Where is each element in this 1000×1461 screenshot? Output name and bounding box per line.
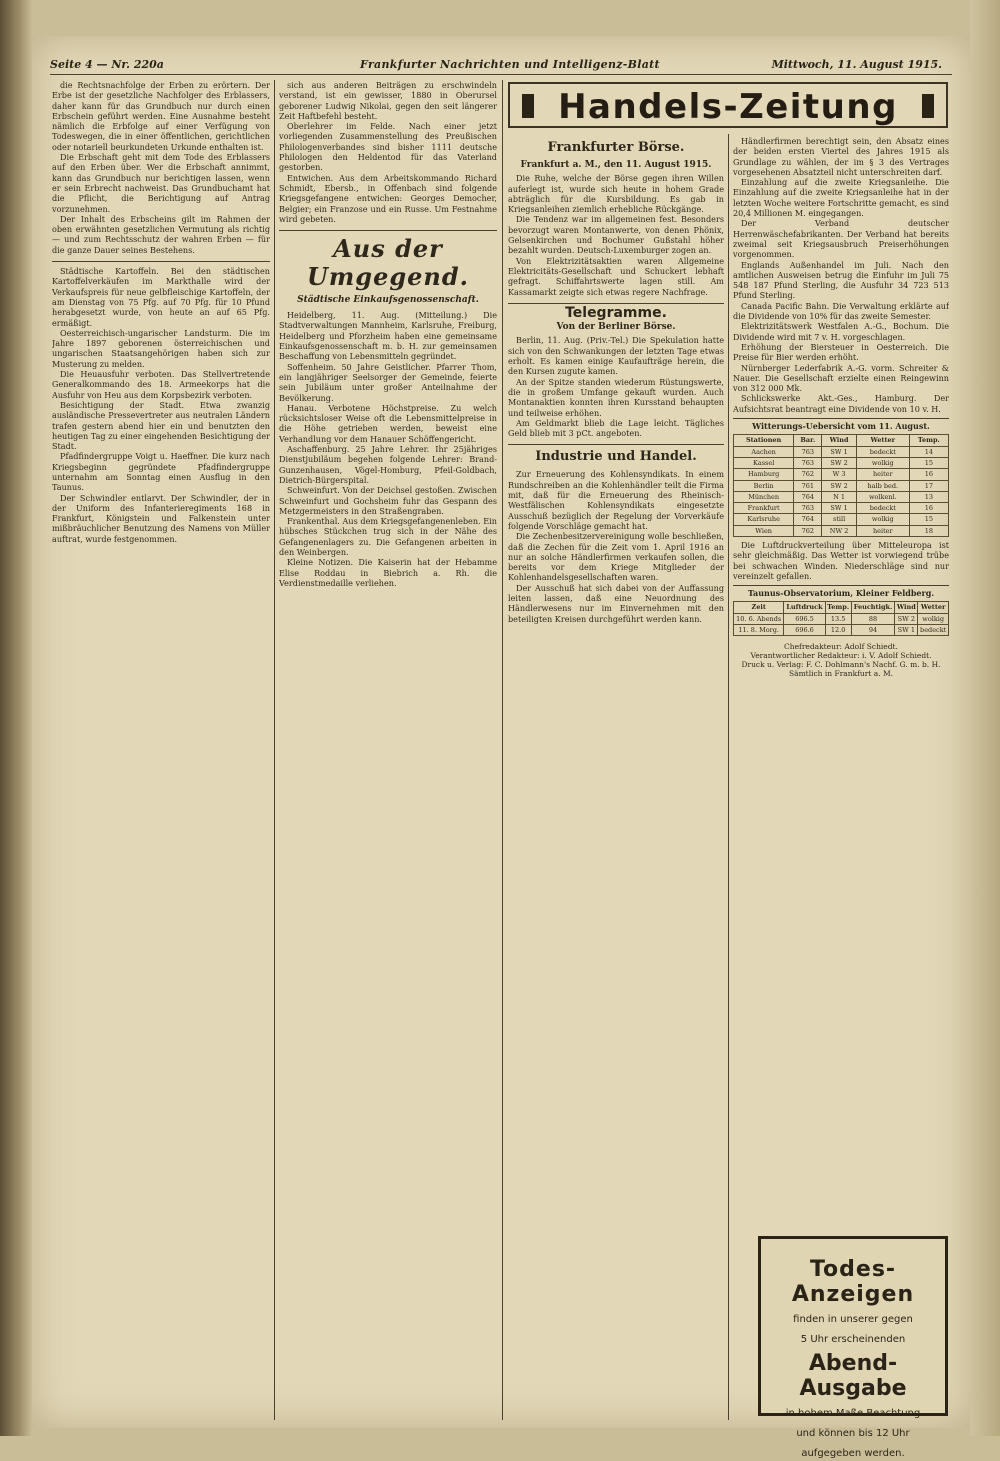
telegramme-title: Telegramme. (565, 304, 667, 321)
article-paragraph: Die Zechenbesitzervereinigung wolle beschließen, daß die Zechen für die Zeit vom 1. April 1916 an nur an solche Händlerfirmen verkaufen sollen, die bereits vor dem Kriege Mitglieder der Kohlenhandelsgesellschaften waren. (508, 531, 724, 583)
article-paragraph: Hanau. Verbotene Höchstpreise. Zu welch rücksichtsloser Weise oft die Lebensmittelpreise in die Höhe getrieben werden, beweist eine Verhandlung vor dem Hanauer Schöffengericht. (279, 402, 497, 444)
article-paragraph: Heidelberg, 11. Aug. (Mitteilung.) Die Stadtverwaltungen Mannheim, Karlsruhe, Freiburg, Heidelberg und Pforzheim haben eine gemeinsame Einkaufsgenossenschaft m. b. H. zur gemeinsamen Beschaffung von Lebensmitteln gegründet. (279, 310, 497, 362)
table-cell: 16 (909, 503, 948, 514)
boerse-date: Frankfurt a. M., den 11. August 1915. (520, 160, 712, 170)
table-cell: wolkig (856, 514, 909, 525)
article-paragraph: Entwichen. Aus dem Arbeitskommando Richard Schmidt, Ebersb., in Offenbach sind folgende Kriegsgefangene entwichen: Georges Democher, Belgier; ein Franzose und ein Russe. Um Festnahme wird gebeten. (279, 172, 497, 224)
article-paragraph: Soffenheim. 50 Jahre Geistlicher. Pfarrer Thom, ein langjähriger Seelsorger der Gemeinde, feierte sein Jubiläum unter großer Anteilnahme der Bevölkerung. (279, 361, 497, 403)
taunus-row (734, 625, 949, 636)
table-cell: 16 (909, 469, 948, 480)
taunus-title: Taunus-Observatorium, Kleiner Feldberg. (733, 585, 949, 598)
article-paragraph: Pfadfindergruppe Voigt u. Haeffner. Die kurz nach Kriegsbeginn gegründete Pfadfindergruppe unternahm am Sonntag einen Ausflug in den Taunus. (52, 451, 270, 493)
ad-headline: Abend-Ausgabe (799, 1351, 907, 1401)
table-cell: 15 (909, 457, 948, 468)
table-cell: Frankfurt (734, 503, 794, 514)
weather-row (734, 480, 949, 491)
weather-title: Witterungs-Uebersicht vom 11. August. (733, 418, 949, 431)
article-paragraph: Erhöhung der Biersteuer in Oesterreich. Die Preise für Bier werden erhöht. (733, 341, 949, 363)
table-cell: 18 (909, 525, 948, 536)
masthead: Frankfurter Nachrichten und Intelligenz-Blatt (360, 58, 660, 71)
taunus-header: Zeit (734, 602, 784, 613)
imprint-line: Chefredakteur: Adolf Schiedt. (784, 642, 898, 652)
weather-header: Temp. (909, 435, 948, 446)
article-paragraph: Am Geldmarkt blieb die Lage leicht. Tägliches Geld blieb mit 3 pCt. angeboten. (508, 417, 724, 439)
table-cell: SW 2 (822, 480, 857, 491)
article-paragraph: Zur Erneuerung des Kohlensyndikats. In einem Rundschreiben an die Kohlenhändler teilt die Firma mit, daß für die Erneuerung des Rheinisch-Westfälischen Kohlensyndikats eingesetzte Ausschuß bezüglich der Regelung der Vorverkäufe folgende Vorschläge gemacht hat. (508, 469, 724, 531)
table-cell: 762 (794, 525, 822, 536)
issue-date: Mittwoch, 11. August 1915. (771, 58, 942, 71)
taunus-table (733, 601, 949, 636)
column-3 (508, 136, 724, 1426)
imprint-line: Verantwortlicher Redakteur: i. V. Adolf Schiedt. (750, 651, 932, 661)
table-cell: SW 1 (895, 625, 918, 636)
weather-table (733, 434, 949, 537)
table-cell: 696.6 (784, 625, 825, 636)
taunus-header: Feuchtigk. (851, 602, 895, 613)
article-paragraph: die Rechtsnachfolge der Erben zu erörtern. Der Erbe ist der gesetzliche Nachfolger des Erblassers, daher kann für das Grundbuch nur durch einen Erbschein geführt werden. Eine Ausnahme besteht nämlich die Erbfolge auf einer Verfügung von Todeswegen, die in einer öffentlichen, gerichtlichen oder notariell beurkundeten Urkunde enthalten ist. (52, 80, 270, 152)
article-paragraph: Der Ausschuß hat sich dabei von der Auffassung leiten lassen, daß eine Neuordnung des Händlerwesens nur im Einvernehmen mit den beteiligten Kreisen durchgeführt werden kann. (508, 582, 724, 624)
article-paragraph: Elektrizitätswerk Westfalen A.-G., Bochum. Die Dividende wird mit 7 v. H. vorgeschlagen. (733, 321, 949, 342)
table-cell: 11. 8. Morg. (734, 625, 784, 636)
weather-row (734, 469, 949, 480)
article-paragraph: sich aus anderen Beiträgen zu erschwindeln verstand, ist ein gewisser, 1880 in Oberursel geborener Ludwig Nikolai, gegen den seit längerer Zeit Haftbefehl besteht. (279, 80, 497, 121)
weather-row (734, 446, 949, 457)
weather-row (734, 525, 949, 536)
article-paragraph: Oberlehrer im Felde. Nach einer jetzt vorliegenden Zusammenstellung des Preußischen Philologenverbandes sind bisher 1111 deutsche Philologen den Heldentod für das Vaterland gestorben. (279, 121, 497, 173)
table-cell: bedeckt (856, 446, 909, 457)
weather-row (734, 457, 949, 468)
column-rule (728, 134, 729, 1420)
article-paragraph: Kleine Notizen. Die Kaiserin hat der Hebamme Elise Roddau in Biebrich a. Rh. die Verdienstmedaille verliehen. (279, 557, 497, 588)
table-cell: 761 (794, 480, 822, 491)
ad-text: finden in unserer gegen (793, 1314, 913, 1325)
table-cell: 763 (794, 457, 822, 468)
table-cell: 88 (851, 613, 895, 624)
handels-zeitung-banner (508, 82, 948, 128)
section-title: Aus der Umgegend. (306, 234, 469, 292)
table-cell: 762 (794, 469, 822, 480)
table-cell: 696.5 (784, 613, 825, 624)
table-cell: 763 (794, 503, 822, 514)
article-paragraph: Die Ruhe, welche der Börse gegen ihren Willen auferlegt ist, wurde sich heute in hohem Grade abträglich für die Kursbildung. Es gab in Kriegsanleihen ziemlich erhebliche Rückgänge. (508, 173, 724, 215)
table-cell: still (822, 514, 857, 525)
article-paragraph: Nürnberger Lederfabrik A.-G. vorm. Schreiter & Nauer. Die Gesellschaft erzielte einen Reingewinn von 312 000 Mk. (733, 362, 949, 394)
table-cell: Wien (734, 525, 794, 536)
article-paragraph: Von Elektrizitätsaktien waren Allgemeine Elektricitäts-Gesellschaft und Schuckert lebhaft gefragt. Schiffahrtswerte lagen still. Am Kassamarkt zeigte sich etwas regere Nachfrage. (508, 255, 724, 297)
weather-row (734, 503, 949, 514)
industrie-title: Industrie und Handel. (535, 449, 697, 465)
table-cell: 12.0 (825, 625, 851, 636)
binding-gutter (0, 0, 32, 1436)
table-cell: bedeckt (856, 503, 909, 514)
page-number: Seite 4 — Nr. 220a (50, 58, 164, 71)
banner-ornament (922, 94, 934, 118)
table-cell: 763 (794, 446, 822, 457)
table-cell: wolkig (856, 457, 909, 468)
column-1 (52, 80, 270, 1430)
table-cell: wolkig (918, 613, 949, 624)
taunus-header: Wetter (918, 602, 949, 613)
table-cell: W 3 (822, 469, 857, 480)
weather-row (734, 514, 949, 525)
article-paragraph: Frankenthal. Aus dem Kriegsgefangenenleben. Ein hübsches Stückchen trug sich in der Nähe des Gefangenenlagers zu. Die Gefangenen arbeiten in den Weinbergen. (279, 516, 497, 557)
table-cell: 94 (851, 625, 895, 636)
table-cell: Kassel (734, 457, 794, 468)
table-cell: halb bed. (856, 480, 909, 491)
telegramme-subtitle: Von der Berliner Börse. (556, 322, 676, 333)
table-cell: Karlsruhe (734, 514, 794, 525)
table-cell: N 1 (822, 491, 857, 502)
table-cell: 13 (909, 491, 948, 502)
ad-text: aufgegeben werden. (801, 1448, 905, 1459)
ad-text: und können bis 12 Uhr (796, 1428, 910, 1439)
article-paragraph: Der Inhalt des Erbscheins gilt im Rahmen der oben erwähnten gesetzlichen Vermutung als richtig — und zum Rechtsschutz der wahren Erben — für die ganze Dauer seines Bestehens. (52, 213, 270, 255)
article-paragraph: Der Verband deutscher Herrenwäschefabrikanten. Der Verband hat bereits zweimal seit Kriegsausbruch Preiserhöhungen vorgenommen. (733, 218, 949, 260)
table-cell: 14 (909, 446, 948, 457)
page-header (50, 56, 952, 75)
article-paragraph: Die Tendenz war im allgemeinen fest. Besonders bevorzugt waren Montanwerte, von denen Phönix, Gelsenkirchen und Bochumer Gußstahl höher bezahlt wurden. Deutsch-Luxemburger zogen an. (508, 214, 724, 256)
article-paragraph: Englands Außenhandel im Juli. Nach den amtlichen Ausweisen betrug die Einfuhr im Juli 75 548 187 Pfund Sterling, die Ausfuhr 34 723 513 Pfund Sterling. (733, 259, 949, 301)
banner-title: Handels-Zeitung (558, 87, 898, 127)
weather-header: Wind (822, 435, 857, 446)
article-paragraph: An der Spitze standen wiederum Rüstungswerte, die in großem Umfange gekauft wurden. Auch Montanaktien konnten ihren Kursstand behaupten und teilweise erhöhen. (508, 376, 724, 418)
table-cell: 15 (909, 514, 948, 525)
column-4 (733, 136, 949, 1230)
table-cell: SW 1 (822, 503, 857, 514)
article-paragraph: Schlickswerke Akt.-Ges., Hamburg. Der Aufsichtsrat beantragt eine Dividende von 10 v. H. (733, 393, 949, 414)
death-notices-ad (758, 1236, 948, 1459)
article-paragraph: Berlin, 11. Aug. (Priv.-Tel.) Die Spekulation hatte sich von den Schwankungen der letzten Tage etwas erholt. Es kamen einige Kaufaufträge herein, die den Kursen zugute kamen. (508, 335, 724, 377)
article-paragraph: Oesterreichisch-ungarischer Landsturm. Die im Jahre 1897 geborenen österreichischen und ungarischen Staatsangehörigen haben sich zur Musterung zu melden. (52, 327, 270, 369)
article-paragraph: Die Erbschaft geht mit dem Tode des Erblassers auf den Erben über. Wer die Erbschaft annimmt, kann das Grundbuch nur berichtigen lassen, wenn er sein Erbrecht nachweist. Das Grundbuchamt hat die Pflicht, die Berichtigung auf Antrag vorzunehmen. (52, 152, 270, 214)
weather-header: Stationen (734, 435, 794, 446)
weather-header: Wetter (856, 435, 909, 446)
article-paragraph: Aschaffenburg. 25 Jahre Lehrer. Ihr 25jähriges Dienstjubiläum begehen folgende Lehrer: Brand-Gunzenhausen, Vögel-Homburg, Pfeil-Goldbach, Dietrich-Bürgerspital. (279, 444, 497, 485)
table-cell: SW 1 (822, 446, 857, 457)
table-cell: wolkenl. (856, 491, 909, 502)
imprint-line: Sämtlich in Frankfurt a. M. (788, 669, 894, 679)
table-cell: NW 2 (822, 525, 857, 536)
imprint-line: Druck u. Verlag: F. C. Dohlmann's Nachf. G. m. b. H. (741, 660, 941, 670)
section-subtitle: Städtische Einkaufsgenossenschaft. (297, 295, 479, 306)
table-cell: 13.5 (825, 613, 851, 624)
table-cell: SW 2 (895, 613, 918, 624)
table-cell: Aachen (734, 446, 794, 457)
taunus-header: Luftdruck (784, 602, 825, 613)
ad-text: 5 Uhr erscheinenden (800, 1334, 906, 1345)
taunus-header: Wind (895, 602, 918, 613)
taunus-row (734, 613, 949, 624)
article-paragraph: Händlerfirmen berechtigt sein, den Absatz eines der beiden ersten Viertel des Jahres 1915 als Grundlage zu wählen, der im § 3 des Vertrages vorgesehenen Absatzteil nicht unterschreiten darf. (733, 136, 949, 177)
table-cell: 764 (794, 514, 822, 525)
boerse-title: Frankfurter Börse. (547, 140, 685, 155)
article-paragraph: Schweinfurt. Von der Deichsel gestoßen. Zwischen Schweinfurt und Gochsheim fuhr das Gespann des Metzgermeisters in den Straßengraben. (279, 485, 497, 516)
table-cell: 10. 6. Abends (734, 613, 784, 624)
article-paragraph: Besichtigung der Stadt. Etwa zwanzig ausländische Pressevertreter aus neutralen Ländern trafen gestern abend hier ein und benutzten den heutigen Tag zu einer eingehenden Besichtigung der Stadt. (52, 399, 270, 452)
ad-text: in hohem Maße Beachtung (785, 1408, 921, 1419)
table-cell: heiter (856, 525, 909, 536)
table-cell: Berlin (734, 480, 794, 491)
table-cell: München (734, 491, 794, 502)
table-cell: 764 (794, 491, 822, 502)
article-paragraph: Canada Pacific Bahn. Die Verwaltung erklärte auf die Dividende von 10% für das zweite Semester. (733, 300, 949, 322)
column-rule (502, 80, 503, 1420)
table-cell: bedeckt (918, 625, 949, 636)
taunus-header: Temp. (825, 602, 851, 613)
column-rule (274, 80, 275, 1420)
table-cell: Hamburg (734, 469, 794, 480)
page-edge (970, 0, 1000, 1436)
table-cell: heiter (856, 469, 909, 480)
column-2 (279, 80, 497, 1430)
weather-summary: Die Luftdruckverteilung über Mitteleuropa ist sehr gleichmäßig. Das Wetter ist vorwiegend trübe bei schwachen Winden. Niederschläge sind nur vereinzelt gefallen. (733, 539, 949, 581)
weather-header: Bar. (794, 435, 822, 446)
article-paragraph: Einzahlung auf die zweite Kriegsanleihe. Die Einzahlung auf die zweite Kriegsanleihe hat in der letzten Woche weitere Fortschritte gemacht, es sind 20,4 Millionen M. eingegangen. (733, 177, 949, 219)
weather-row (734, 491, 949, 502)
article-paragraph: Die Heuausfuhr verboten. Das Stellvertretende Generalkommando des 18. Armeekorps hat die Ausfuhr von Heu aus dem Korpsbezirk verboten. (52, 369, 270, 400)
table-cell: SW 2 (822, 457, 857, 468)
ad-headline: Todes-Anzeigen (791, 1257, 915, 1307)
table-cell: 17 (909, 480, 948, 491)
imprint (733, 642, 949, 678)
article-paragraph: Städtische Kartoffeln. Bei den städtischen Kartoffelverkäufen im Markthalle wird der Verkaufspreis für neue gelbfleischige Kartoffeln, der am Dienstag von 75 Pfg. auf 70 Pfg. für 10 Pfund herabgesetzt wurde, von heute an auf 65 Pfg. ermäßigt. (52, 266, 270, 328)
article-paragraph: Der Schwindler entlarvt. Der Schwindler, der in der Uniform des Infanterieregiments 168 in Frankfurt, Königstein und Falkenstein unter mißbräuchlicher Benutzung des Namens von Müller auftrat, wurde festgenommen. (52, 492, 270, 544)
